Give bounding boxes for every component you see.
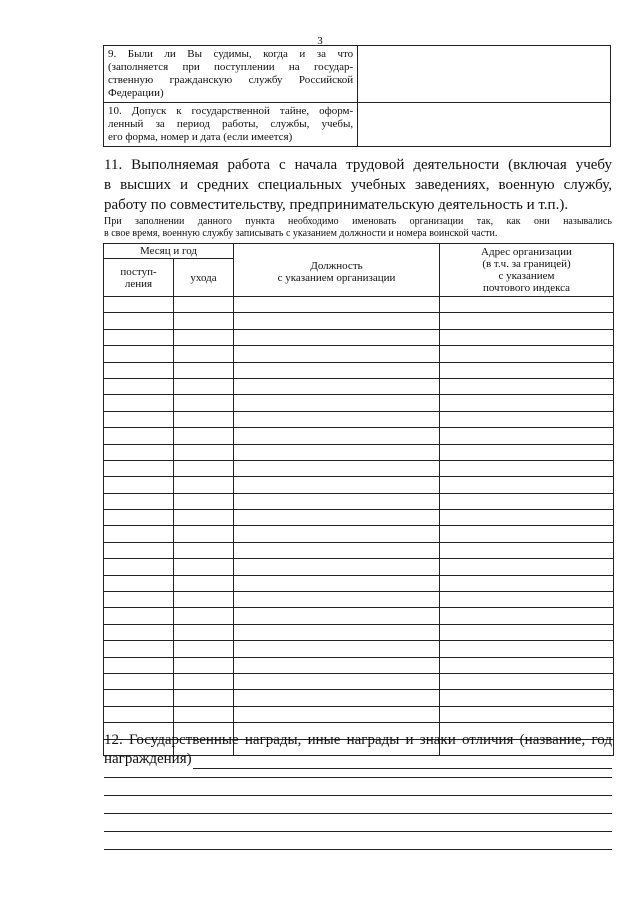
cell-position[interactable] (234, 362, 440, 378)
section-12-second-line (104, 750, 612, 769)
cell-address[interactable] (440, 592, 614, 608)
table-row (104, 313, 614, 329)
cell-address[interactable] (440, 608, 614, 624)
answer-line[interactable] (104, 813, 612, 814)
header-start: поступ- ления (104, 259, 174, 297)
question-9-line: 9. Были ли Вы судимы, когда и за что (108, 48, 354, 60)
table-row (104, 624, 614, 640)
cell-address[interactable] (440, 624, 614, 640)
table-row (104, 411, 614, 427)
cell-start[interactable] (104, 510, 174, 526)
question-9-line: ственную гражданскую службу Российской (108, 74, 354, 86)
cell-start[interactable] (104, 542, 174, 558)
question-9-row (104, 46, 611, 103)
cell-start[interactable] (104, 706, 174, 722)
question-9-answer-cell[interactable] (358, 46, 611, 103)
cell-position[interactable] (234, 411, 440, 427)
section-12-answer-line[interactable] (193, 754, 612, 769)
cell-address[interactable] (440, 559, 614, 575)
cell-end[interactable] (174, 575, 234, 591)
cell-position[interactable] (234, 346, 440, 362)
cell-start[interactable] (104, 428, 174, 444)
cell-end[interactable] (174, 428, 234, 444)
cell-start[interactable] (104, 460, 174, 476)
cell-end[interactable] (174, 477, 234, 493)
header-address: Адрес организации (в т.ч. за границей) с указанием почтового индекса (440, 244, 614, 297)
cell-address[interactable] (440, 428, 614, 444)
table-row (104, 542, 614, 558)
cell-end[interactable] (174, 673, 234, 689)
cell-address[interactable] (440, 641, 614, 657)
cell-start[interactable] (104, 493, 174, 509)
cell-position[interactable] (234, 329, 440, 345)
cell-address[interactable] (440, 362, 614, 378)
cell-position[interactable] (234, 313, 440, 329)
table-row (104, 608, 614, 624)
cell-start[interactable] (104, 297, 174, 313)
cell-address[interactable] (440, 510, 614, 526)
cell-start[interactable] (104, 673, 174, 689)
answer-line[interactable] (104, 795, 612, 796)
table-row (104, 477, 614, 493)
cell-start[interactable] (104, 411, 174, 427)
cell-start[interactable] (104, 329, 174, 345)
cell-end[interactable] (174, 460, 234, 476)
question-10-answer-cell[interactable] (358, 103, 611, 147)
cell-position[interactable] (234, 297, 440, 313)
table-row (104, 510, 614, 526)
cell-end[interactable] (174, 362, 234, 378)
cell-start[interactable] (104, 624, 174, 640)
cell-position[interactable] (234, 592, 440, 608)
cell-address[interactable] (440, 657, 614, 673)
cell-position[interactable] (234, 559, 440, 575)
cell-position[interactable] (234, 657, 440, 673)
cell-end[interactable] (174, 608, 234, 624)
cell-address[interactable] (440, 690, 614, 706)
cell-address[interactable] (440, 460, 614, 476)
cell-position[interactable] (234, 608, 440, 624)
cell-end[interactable] (174, 559, 234, 575)
cell-position[interactable] (234, 706, 440, 722)
table-row (104, 460, 614, 476)
question-10-label (104, 103, 358, 147)
answer-line[interactable] (104, 777, 612, 778)
section-11-note (104, 216, 612, 240)
cell-start[interactable] (104, 526, 174, 542)
table-row (104, 673, 614, 689)
section-11-heading (104, 155, 612, 215)
table-row (104, 444, 614, 460)
section-12-heading-line: награждения) (104, 751, 192, 767)
cell-start[interactable] (104, 608, 174, 624)
table-row (104, 559, 614, 575)
cell-end[interactable] (174, 657, 234, 673)
cell-end[interactable] (174, 624, 234, 640)
table-row (104, 657, 614, 673)
cell-position[interactable] (234, 395, 440, 411)
table-row (104, 641, 614, 657)
section-11-heading-line: работу по совместительству, предпринимательскую деятельность и т.п.). (104, 197, 569, 213)
question-10-line: 10. Допуск к государственной тайне, оформ- (108, 105, 354, 117)
table-row (104, 378, 614, 394)
cell-position[interactable] (234, 493, 440, 509)
table-row (104, 297, 614, 313)
cell-address[interactable] (440, 395, 614, 411)
section-12-heading (104, 731, 612, 769)
cell-end[interactable] (174, 526, 234, 542)
table-row (104, 690, 614, 706)
cell-position[interactable] (234, 477, 440, 493)
cell-start[interactable] (104, 362, 174, 378)
cell-address[interactable] (440, 444, 614, 460)
cell-position[interactable] (234, 542, 440, 558)
cell-end[interactable] (174, 346, 234, 362)
cell-address[interactable] (440, 673, 614, 689)
cell-position[interactable] (234, 526, 440, 542)
cell-position[interactable] (234, 673, 440, 689)
cell-start[interactable] (104, 575, 174, 591)
cell-address[interactable] (440, 526, 614, 542)
section-11-heading-line: 11. Выполняемая работа с начала трудовой деятельности (включая учебу (104, 157, 612, 173)
cell-address[interactable] (440, 493, 614, 509)
table-row (104, 346, 614, 362)
cell-end[interactable] (174, 592, 234, 608)
cell-position[interactable] (234, 575, 440, 591)
cell-position[interactable] (234, 444, 440, 460)
cell-position[interactable] (234, 690, 440, 706)
cell-end[interactable] (174, 444, 234, 460)
table-row (104, 428, 614, 444)
cell-start[interactable] (104, 592, 174, 608)
table-row (104, 575, 614, 591)
cell-end[interactable] (174, 378, 234, 394)
cell-end[interactable] (174, 706, 234, 722)
cell-position[interactable] (234, 428, 440, 444)
section-11-note-line: в свое время, военную службу записывать с указанием должности и номера воинской части. (104, 228, 498, 239)
cell-end[interactable] (174, 395, 234, 411)
table-row (104, 526, 614, 542)
header-month-year: Месяц и год (104, 244, 234, 259)
table-row (104, 329, 614, 345)
answer-line[interactable] (104, 831, 612, 832)
header-end: ухода (174, 259, 234, 297)
cell-position[interactable] (234, 378, 440, 394)
table-row (104, 493, 614, 509)
work-history-rows (104, 297, 614, 756)
cell-end[interactable] (174, 510, 234, 526)
table-row (104, 592, 614, 608)
personal-questions-table (103, 45, 611, 147)
cell-address[interactable] (440, 706, 614, 722)
question-10-row (104, 103, 611, 147)
cell-end[interactable] (174, 690, 234, 706)
cell-address[interactable] (440, 313, 614, 329)
cell-position[interactable] (234, 624, 440, 640)
table-row (104, 706, 614, 722)
section-12-heading-line: 12. Государственные награды, иные награды и знаки отличия (название, год (104, 732, 612, 748)
cell-address[interactable] (440, 477, 614, 493)
cell-end[interactable] (174, 313, 234, 329)
cell-address[interactable] (440, 542, 614, 558)
cell-position[interactable] (234, 460, 440, 476)
cell-start[interactable] (104, 477, 174, 493)
question-10-line: его форма, номер и дата (если имеется) (108, 131, 293, 143)
cell-position[interactable] (234, 641, 440, 657)
cell-address[interactable] (440, 297, 614, 313)
work-history-table (103, 243, 614, 756)
cell-end[interactable] (174, 493, 234, 509)
question-10-line: ленный за период работы, службы, учебы, (108, 118, 354, 130)
page-number: 3 (317, 35, 323, 47)
table-row (104, 395, 614, 411)
question-9-line: Федерации) (108, 87, 164, 99)
cell-start[interactable] (104, 378, 174, 394)
table-row (104, 362, 614, 378)
cell-start[interactable] (104, 395, 174, 411)
cell-address[interactable] (440, 575, 614, 591)
cell-start[interactable] (104, 641, 174, 657)
cell-end[interactable] (174, 329, 234, 345)
cell-start[interactable] (104, 690, 174, 706)
section-11-note-line: При заполнении данного пункта необходимо именовать организации так, как они назывались (104, 216, 612, 227)
cell-address[interactable] (440, 329, 614, 345)
cell-end[interactable] (174, 542, 234, 558)
header-position: Должность с указанием организации (234, 244, 440, 297)
cell-address[interactable] (440, 378, 614, 394)
cell-end[interactable] (174, 641, 234, 657)
question-9-label (104, 46, 358, 103)
cell-start[interactable] (104, 444, 174, 460)
question-9-line: (заполняется при поступлении на государ- (108, 61, 354, 73)
cell-start[interactable] (104, 346, 174, 362)
cell-start[interactable] (104, 559, 174, 575)
cell-address[interactable] (440, 346, 614, 362)
cell-start[interactable] (104, 657, 174, 673)
section-11-heading-line: в высших и средних специальных учебных заведениях, военную службу, (104, 177, 612, 193)
answer-line[interactable] (104, 849, 612, 850)
cell-position[interactable] (234, 510, 440, 526)
cell-end[interactable] (174, 411, 234, 427)
cell-start[interactable] (104, 313, 174, 329)
cell-end[interactable] (174, 297, 234, 313)
cell-address[interactable] (440, 411, 614, 427)
